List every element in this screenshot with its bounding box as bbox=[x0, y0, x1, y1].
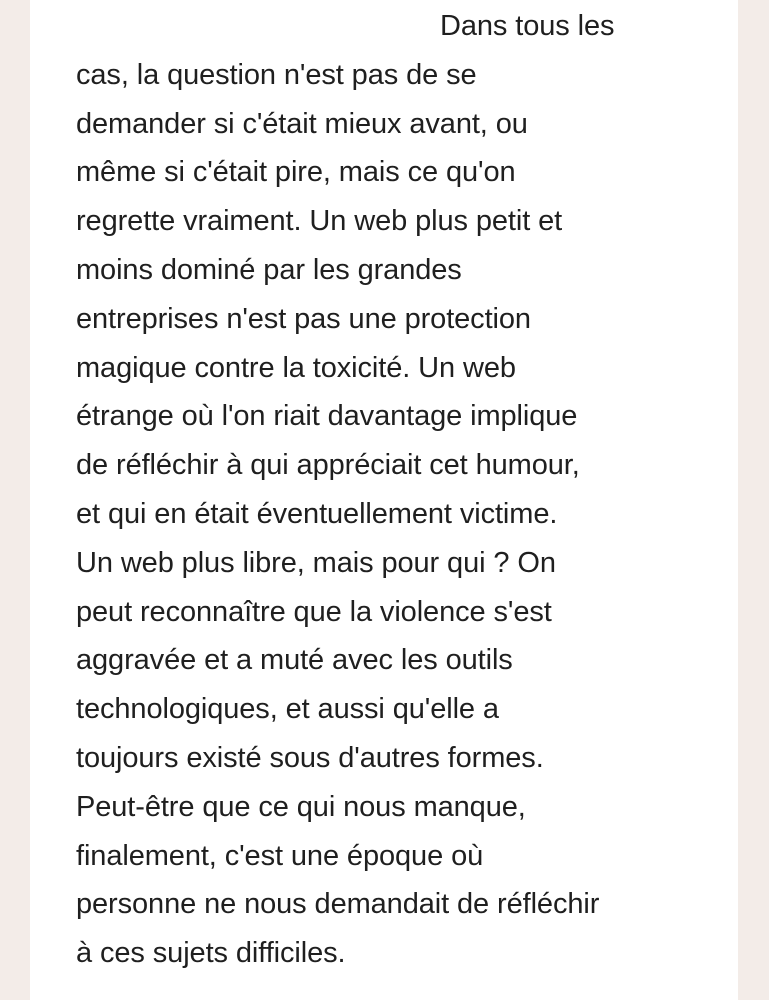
paragraph-line: entreprises n'est pas une protection bbox=[76, 302, 531, 335]
paragraph-line: regrette vraiment. Un web plus petit et bbox=[76, 205, 563, 238]
paragraph-line: finalement, c'est une époque où bbox=[76, 839, 484, 872]
paragraph-line: même si c'était pire, mais ce qu'on bbox=[76, 156, 516, 189]
paragraph-line: peut reconnaître que la violence s'est bbox=[76, 595, 552, 628]
paragraph-line: Dans tous les bbox=[440, 10, 615, 42]
article-paragraph bbox=[76, 2, 706, 978]
paragraph-line: magique contre la toxicité. Un web bbox=[76, 351, 516, 384]
paragraph-line: à ces sujets difficiles. bbox=[76, 937, 346, 970]
paragraph-line: toujours existé sous d'autres formes. bbox=[76, 741, 544, 774]
paragraph-line: Un web plus libre, mais pour qui ? On bbox=[76, 546, 556, 579]
paragraph-line: de réfléchir à qui appréciait cet humour, bbox=[76, 449, 580, 482]
paragraph-line: aggravée et a muté avec les outils bbox=[76, 644, 513, 677]
paragraph-line: Peut-être que ce qui nous manque, bbox=[76, 790, 526, 823]
paragraph-line: et qui en était éventuellement victime. bbox=[76, 497, 558, 530]
paragraph-line: demander si c'était mieux avant, ou bbox=[76, 107, 528, 140]
paragraph-line: étrange où l'on riait davantage implique bbox=[76, 400, 578, 433]
paragraph-line: personne ne nous demandait de réfléchir bbox=[76, 888, 600, 921]
page-sheet bbox=[30, 0, 738, 1000]
paragraph-line: cas, la question n'est pas de se bbox=[76, 58, 477, 91]
paragraph-line: technologiques, et aussi qu'elle a bbox=[76, 693, 499, 726]
paragraph-line: moins dominé par les grandes bbox=[76, 253, 462, 286]
